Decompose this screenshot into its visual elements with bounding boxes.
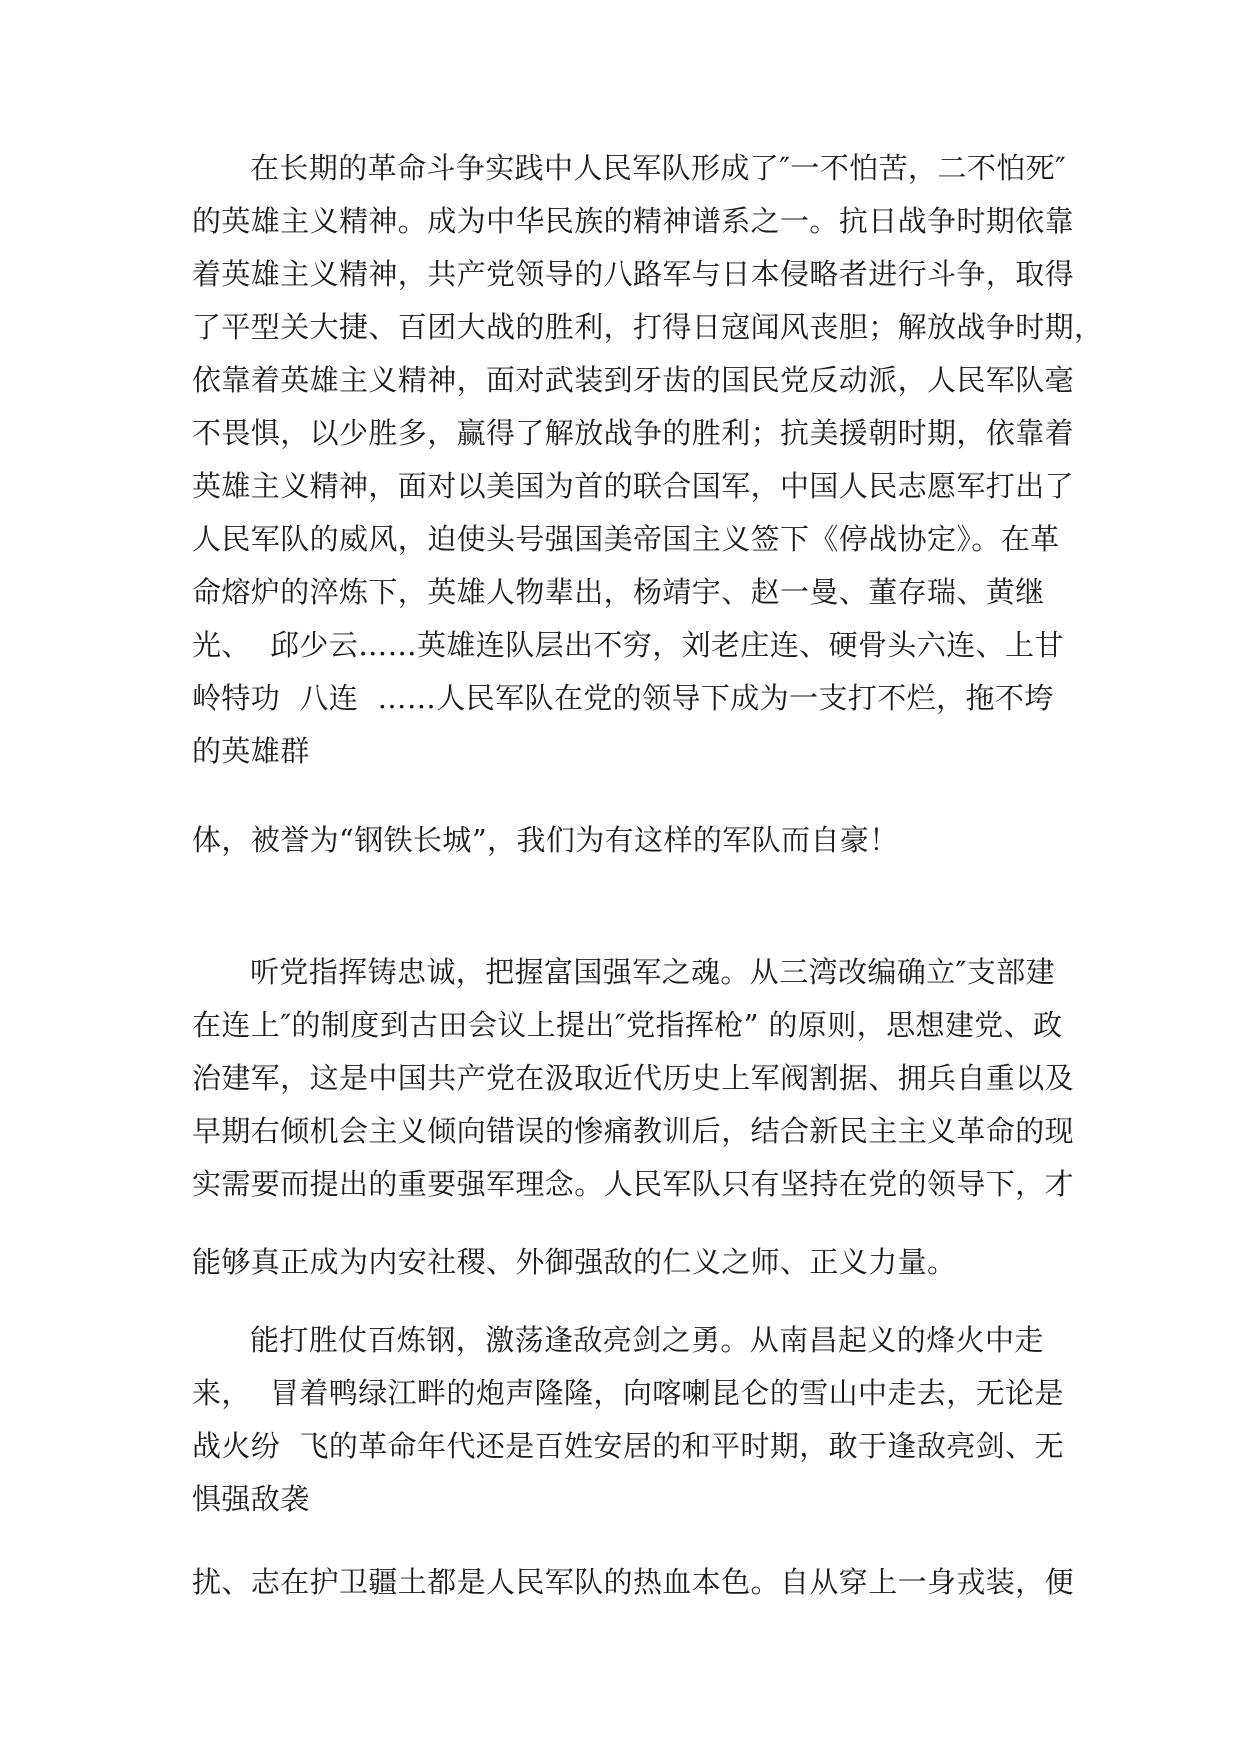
paragraph-2-line-3: 治建军，这是中国共产党在汲取近代历史上军阀割据、拥兵自重以及: [192, 1061, 1075, 1095]
paragraph-1-line-12: 的英雄群: [192, 734, 310, 768]
paragraph-1-line-13: 体，被誉为“钢铁长城”，我们为有这样的军队而自豪！: [192, 823, 899, 857]
paragraph-3-line-5: 扰、志在护卫疆土都是人民军队的热血本色。自从穿上一身戎装，便: [192, 1565, 1075, 1599]
paragraph-1-line-7: 英雄主义精神，面对以美国为首的联合国军，中国人民志愿军打出了: [192, 469, 1075, 503]
paragraph-1-line-10: 光、 邱少云……英雄连队层出不穷，刘老庄连、硬骨头六连、上甘: [192, 628, 1064, 662]
paragraph-1-line-6: 不畏惧，以少胜多，赢得了解放战争的胜利；抗美援朝时期，依靠着: [192, 416, 1075, 450]
paragraph-1-line-11: 岭特功 八连 ……人民军队在党的领导下成为一支打不烂，拖不垮: [192, 681, 1054, 715]
paragraph-2-line-5: 实需要而提出的重要强军理念。人民军队只有坚持在党的领导下，才: [192, 1167, 1075, 1201]
paragraph-1-line-3: 着英雄主义精神，共产党领导的八路军与日本侵略者进行斗争，取得: [192, 257, 1075, 291]
paragraph-2-line-2: 在连上″的制度到古田会议上提出″党指挥枪” 的原则，思想建党、政: [192, 1008, 1063, 1042]
paragraph-1-line-1: 在长期的革命斗争实践中人民军队形成了″一不怕苦，二不怕死″: [250, 151, 1067, 185]
paragraph-3-line-3: 战火纷 飞的革命年代还是百姓安居的和平时期，敢于逢敌亮剑、无: [192, 1429, 1064, 1463]
paragraph-2-line-4: 早期右倾机会主义倾向错误的惨痛教训后，结合新民主主义革命的现: [192, 1114, 1075, 1148]
paragraph-1-line-4: 了平型关大捷、百团大战的胜利，打得日寇闻风丧胆；解放战争时期，: [192, 310, 1104, 344]
paragraph-1-line-2: 的英雄主义精神。成为中华民族的精神谱系之一。抗日战争时期依靠: [192, 204, 1075, 238]
paragraph-3-line-1: 能打胜仗百炼钢，激荡逢敌亮剑之勇。从南昌起义的烽火中走: [250, 1323, 1044, 1357]
paragraph-2-line-6: 能够真正成为内安社稷、外御强敌的仁义之师、正义力量。: [192, 1245, 957, 1279]
paragraph-1-line-8: 人民军队的威风，迫使头号强国美帝国主义签下《停战协定》。在革: [192, 522, 1060, 556]
paragraph-3-line-4: 惧强敌袭: [192, 1482, 310, 1516]
paragraph-1-line-5: 依靠着英雄主义精神，面对武装到牙齿的国民党反动派，人民军队毫: [192, 363, 1075, 397]
paragraph-2-line-1: 听党指挥铸忠诚，把握富国强军之魂。从三湾改编确立″支部建: [250, 955, 1056, 989]
paragraph-3-line-2: 来， 冒着鸭绿江畔的炮声隆隆，向喀喇昆仑的雪山中走去，无论是: [192, 1376, 1064, 1410]
paragraph-1-line-9: 命熔炉的淬炼下，英雄人物辈出，杨靖宇、赵一曼、董存瑞、黄继: [192, 575, 1045, 609]
